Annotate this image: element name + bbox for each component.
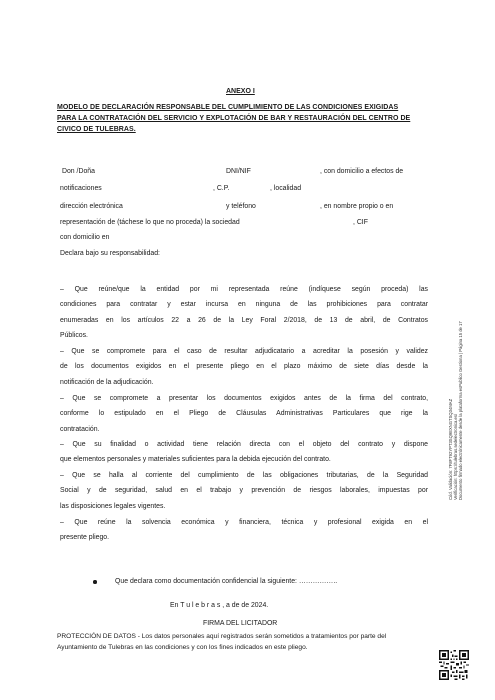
dni-label: DNI/NIF — [226, 168, 251, 175]
paragraph-documentos — [60, 391, 428, 437]
paragraph-line: de los documentos exigidos en el presente pliego en el plazo máximo de siete días desde la — [60, 363, 428, 371]
cif-label: , CIF — [353, 219, 368, 226]
declara-label: Declara bajo su responsabilidad: — [60, 250, 160, 257]
representacion-label: representación de (táchese lo que no proceda) la sociedad — [60, 219, 240, 226]
paragraph-line: conforme lo estipulado en el Pliego de Cláusulas Administrativas Particulares que rige la — [60, 410, 428, 418]
nombre-propio-label: , en nombre propio o en — [320, 203, 394, 210]
privacy-line-1: PROTECCIÓN DE DATOS - Los datos personales aquí registrados serán sometidos a tratamientos por parte del — [57, 633, 387, 640]
paragraph-line: – Que reúne/que la entidad por mi representada reúne (indíquese según proceda) las — [60, 286, 428, 293]
paragraph-line: – Que se compromete para el caso de resultar adjudicatario a acreditar la posesión y validez — [60, 348, 428, 355]
paragraph-line: notificación de la adjudicación. — [60, 378, 154, 386]
signature-label: FIRMA DEL LICITADOR — [203, 620, 278, 627]
paragraph-line: que elementos personales y materiales suficientes para la debida ejecución del contrato. — [60, 456, 331, 464]
document-title-line-3: CIVICO DE TULEBRAS. — [57, 126, 136, 133]
bullet-icon — [93, 580, 97, 584]
localidad-label: , localidad — [270, 185, 302, 192]
paragraph-line: – Que se halla al corriente del cumplimiento de las obligaciones tributarias, de la Seguridad — [60, 472, 428, 479]
annex-heading: ANEXO I — [226, 88, 255, 95]
cp-label: , C.P. — [213, 185, 230, 192]
paragraph-solvencia — [60, 515, 428, 546]
validation-code: Cód. Validación: 7F8FT92YPT3SQ9EXNGTSQ34MAZ — [448, 398, 453, 500]
validation-sidebar — [448, 321, 463, 500]
don-label: Don /Doña — [62, 168, 95, 175]
document-title-line-2: PARA LA CONTRATACIÓN DEL SERVICIO Y EXPLOTACIÓN DE BAR Y RESTAURACIÓN DEL CENTRO DE — [57, 115, 411, 122]
paragraph-finalidad — [60, 437, 428, 468]
document-title-line-1: MODELO DE DECLARACIÓN RESPONSABLE DEL CUMPLIMIENTO DE LAS CONDICIONES EXIGIDAS — [57, 104, 399, 111]
con-domicilio-label: con domicilio en — [60, 234, 110, 241]
paragraph-line: contratación. — [60, 425, 100, 433]
paragraph-line: las disposiciones legales vigentes. — [60, 502, 166, 510]
paragraph-line: – Que su finalidad o actividad tiene relación directa con el objeto del contrato y dispone — [60, 441, 428, 448]
paragraph-line: Públicos. — [60, 332, 88, 340]
signature-note: Documento firmado electrónicamente desde la plataforma esPublico Gestiona | Página 15 de 17 — [458, 321, 463, 500]
domicilio-label: , con domicilio a efectos de — [320, 168, 404, 175]
paragraph-line: – Que reúne la solvencia económica y financiera, técnica y profesional exigida en el — [60, 519, 428, 526]
paragraph-line: enumeradas en los artículos 22 a 26 de la Ley Foral 2/2018, de 13 de abril, de Contratos — [60, 316, 428, 324]
qr-code-icon — [439, 650, 469, 680]
verification-url: Verificación: https://tulebras.sedelectronica.es/ — [453, 413, 458, 500]
privacy-line-2: Ayuntamiento de Tulebras en las condiciones y con los fines indicados en este pliego. — [57, 644, 308, 651]
paragraph-line: – Que se compromete a presentar los documentos exigidos antes de la firma del contrato, — [60, 395, 428, 402]
paragraph-line: presente pliego. — [60, 534, 110, 542]
paragraph-obligaciones — [60, 468, 428, 514]
confidencial-item: Que declara como documentación confidencial la siguiente: …………….. — [115, 578, 338, 585]
paragraph-prohibiciones — [60, 282, 428, 344]
telefono-label: y teléfono — [226, 203, 256, 210]
email-label: dirección electrónica — [60, 203, 123, 210]
paragraph-line: Social y de seguridad, salud en el trabajo y prevención de riesgos laborales, impuestas por — [60, 487, 428, 495]
paragraph-line: condiciones para contratar y estar incursa en ninguna de las prohibiciones para contratar — [60, 301, 428, 309]
paragraph-adjudicatario — [60, 344, 428, 390]
notificaciones-label: notificaciones — [60, 185, 102, 192]
place-date: En T u l e b r a s , a de de 2024. — [170, 602, 269, 609]
